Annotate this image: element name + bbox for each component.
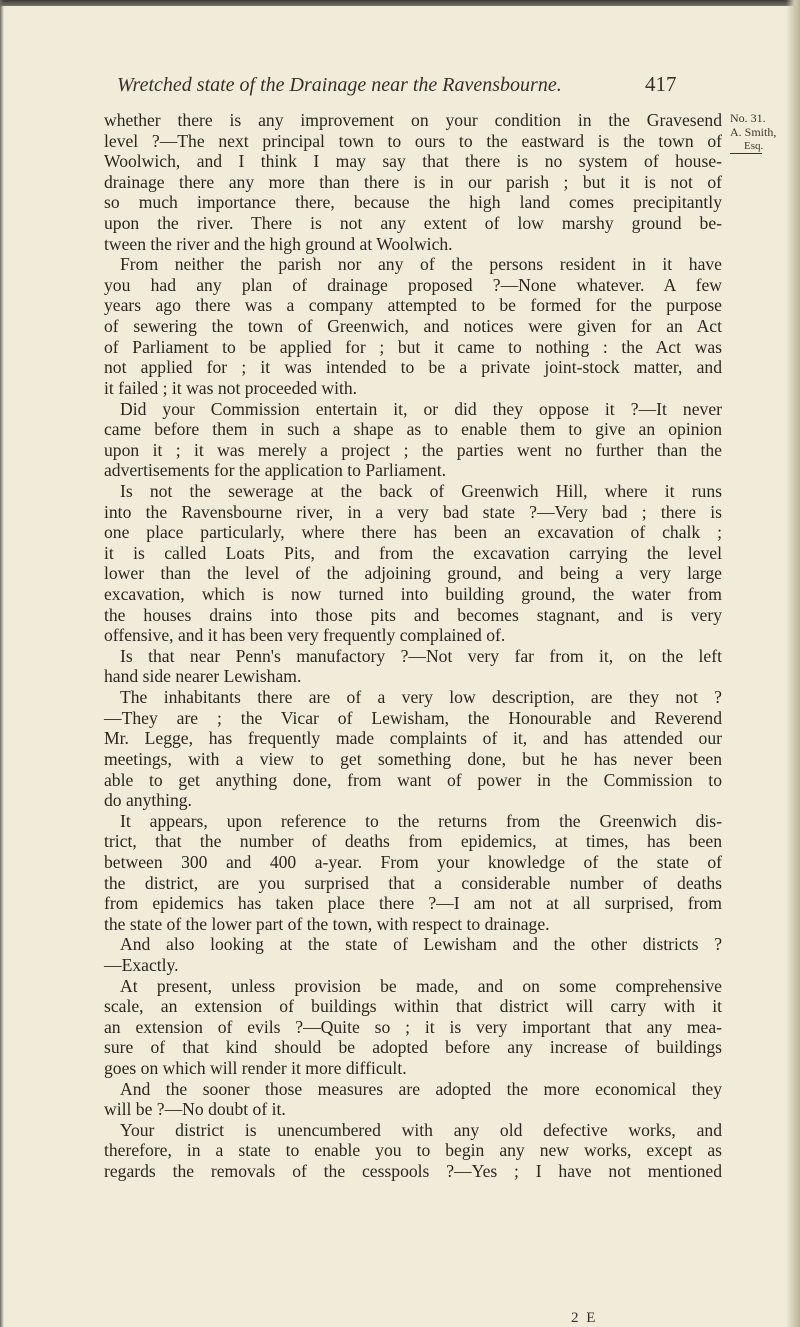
text-line: trict, that the number of deaths from epidemics, at times, has been xyxy=(104,831,722,852)
text-line: advertisements for the application to Parliament. xyxy=(104,460,446,481)
text-line: —They are ; the Vicar of Lewisham, the Honourable and Reverend xyxy=(104,707,722,728)
text-line: And the sooner those measures are adopted the more economical they xyxy=(120,1078,722,1099)
text-line: At present, unless provision be made, and on some comprehensive xyxy=(120,975,722,996)
text-line: upon it ; it was merely a project ; the parties went no further than the xyxy=(104,439,722,460)
margin-note-title: Esq. xyxy=(730,139,762,154)
text-line: Woolwich, and I think I may say that there is no system of house- xyxy=(104,151,722,172)
text-line: between 300 and 400 a-year. From your knowledge of the state of xyxy=(104,851,722,872)
text-line: you had any plan of drainage proposed ?—None whatever. A few xyxy=(104,274,722,295)
text-line: years ago there was a company attempted to be formed for the purpose xyxy=(104,295,722,316)
text-line: from epidemics has taken place there ?—I am not at all surprised, from xyxy=(104,893,722,914)
text-line: drainage there any more than there is in our parish ; but it is not of xyxy=(104,171,722,192)
text-line: the state of the lower part of the town, with respect to drainage. xyxy=(104,913,550,934)
page-number: 417 xyxy=(645,72,677,96)
text-line: the district, are you surprised that a considerable number of deaths xyxy=(104,872,722,893)
page-top-edge xyxy=(0,0,800,6)
text-line: do anything. xyxy=(104,790,192,811)
text-line: goes on which will render it more difficult. xyxy=(104,1058,407,1079)
text-line: whether there is any improvement on your condition in the Gravesend xyxy=(104,110,722,130)
page-right-edge xyxy=(786,0,800,1327)
text-line: It appears, upon reference to the returns from the Greenwich dis- xyxy=(120,810,722,831)
text-line: scale, an extension of buildings within that district will carry with it xyxy=(104,996,722,1017)
text-line: Is not the sewerage at the back of Greenwich Hill, where it runs xyxy=(120,480,722,501)
text-line: will be ?—No doubt of it. xyxy=(104,1099,286,1120)
text-line: Your district is unencumbered with any old defective works, and xyxy=(120,1119,722,1140)
text-line: an extension of evils ?—Quite so ; it is very important that any mea- xyxy=(104,1016,722,1037)
text-line: the houses drains into those pits and becomes stagnant, and is very xyxy=(104,604,722,625)
margin-note-number: No. 31. xyxy=(730,111,766,125)
text-line: From neither the parish nor any of the persons resident in it have xyxy=(120,254,722,275)
text-line: one place particularly, where there has been an excavation of chalk ; xyxy=(104,522,722,543)
text-line: came before them in such a shape as to enable them to give an opinion xyxy=(104,419,722,440)
text-line: Mr. Legge, has frequently made complaints of it, and has attended our xyxy=(104,728,722,749)
text-line: of sewering the town of Greenwich, and notices were given for an Act xyxy=(104,316,722,337)
page-left-gutter xyxy=(0,0,4,1327)
text-line: meetings, with a view to get something done, but he has never been xyxy=(104,748,722,769)
text-line: tween the river and the high ground at Woolwich. xyxy=(104,233,453,254)
text-line: able to get anything done, from want of power in the Commission to xyxy=(104,769,722,790)
text-line: —Exactly. xyxy=(104,954,179,975)
text-line: into the Ravensbourne river, in a very bad state ?—Very bad ; there is xyxy=(104,501,722,522)
text-line: regards the removals of the cesspools ?—Yes ; I have not mentioned xyxy=(104,1161,722,1182)
text-line: offensive, and it has been very frequently complained of. xyxy=(104,625,506,646)
margin-note xyxy=(730,111,794,154)
text-line: therefore, in a state to enable you to begin any new works, except as xyxy=(104,1140,722,1161)
text-line: it is called Loats Pits, and from the excavation carrying the level xyxy=(104,542,722,563)
text-line: sure of that kind should be adopted before any increase of buildings xyxy=(104,1037,722,1058)
running-head-title: Wretched state of the Drainage near the Ravensbourne. xyxy=(117,74,562,96)
text-line: The inhabitants there are of a very low description, are they not ? xyxy=(120,687,722,708)
margin-note-witness: A. Smith, xyxy=(730,125,777,139)
text-line: level ?—The next principal town to ours to the eastward is the town of xyxy=(104,130,722,151)
text-line: And also looking at the state of Lewisham and the other districts ? xyxy=(120,934,722,955)
text-line: Is that near Penn's manufactory ?—Not very far from it, on the left xyxy=(120,645,722,666)
text-line: not applied for ; it was intended to be a private joint-stock matter, and xyxy=(104,357,722,378)
text-line: excavation, which is now turned into building ground, the water from xyxy=(104,584,722,605)
text-line: lower than the level of the adjoining ground, and being a very large xyxy=(104,563,722,584)
text-line: upon the river. There is not any extent of low marshy ground be- xyxy=(104,213,722,234)
text-line: Did your Commission entertain it, or did they oppose it ?—It never xyxy=(120,398,722,419)
text-line: so much importance there, because the high land comes precipitantly xyxy=(104,192,722,213)
text-line: of Parliament to be applied for ; but it came to nothing : the Act was xyxy=(104,336,722,357)
text-line: it failed ; it was not proceeded with. xyxy=(104,377,358,398)
body-text xyxy=(104,110,722,1182)
text-line: hand side nearer Lewisham. xyxy=(104,666,302,687)
signature-mark: 2 E xyxy=(571,1310,598,1326)
